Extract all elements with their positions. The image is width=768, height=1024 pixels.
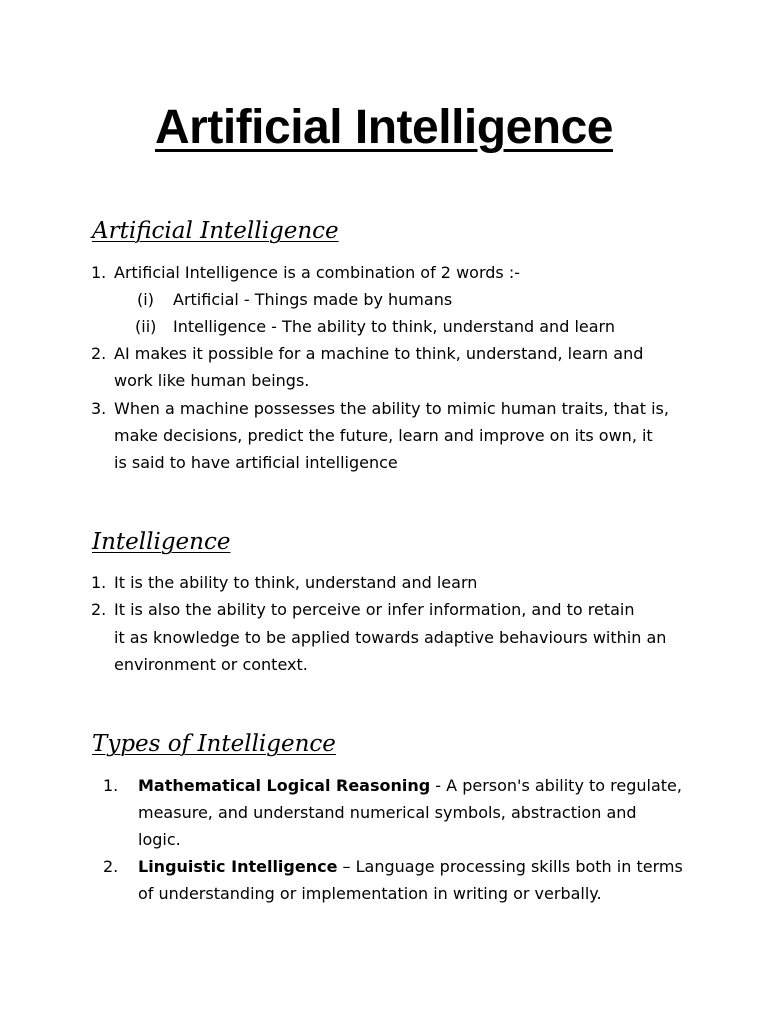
list-item-text: of understanding or implementation in writing or verbally. [138,884,602,903]
term-label: Mathematical Logical Reasoning [138,776,431,795]
term-label: Linguistic Intelligence [138,857,338,876]
list-item-text: measure, and understand numerical symbols, abstraction and [138,803,637,822]
list-number: 1. [91,263,107,282]
list-item-text: logic. [138,830,181,849]
list-number: 1. [103,776,119,795]
document-title [0,98,768,158]
list-item-text [138,772,682,799]
list-item-text: it as knowledge to be applied towards adaptive behaviours within an [114,628,667,647]
section-heading-artificial-intelligence: Artificial Intelligence [92,218,339,244]
list-item-text: When a machine possesses the ability to mimic human traits, that is, [114,399,669,418]
list-item-text: is said to have artificial intelligence [114,453,398,472]
term-description: Language processing skills both in terms [355,857,683,876]
term-separator: – [337,857,356,876]
list-item-text: It is the ability to think, understand and learn [114,573,478,592]
section-heading-types-of-intelligence: Types of Intelligence [92,731,336,757]
list-number: 1. [91,573,107,592]
list-number: 2. [91,600,107,619]
document-title-text: Artificial Intelligence [155,101,613,154]
list-item-text: AI makes it possible for a machine to think, understand, learn and [114,344,644,363]
list-item-text: work like human beings. [114,371,310,390]
sub-item-text: Intelligence - The ability to think, understand and learn [173,317,615,336]
sub-item-label: (i) [137,290,154,309]
list-item-text [138,853,683,880]
term-separator: - [430,776,447,795]
list-number: 2. [103,857,119,876]
list-item-text: It is also the ability to perceive or infer information, and to retain [114,600,635,619]
list-number: 3. [91,399,107,418]
list-number: 2. [91,344,107,363]
list-item-text: environment or context. [114,655,308,674]
term-description: A person's ability to regulate, [446,776,682,795]
list-item-text: Artificial Intelligence is a combination of 2 words :- [114,263,520,282]
sub-item-label: (ii) [135,317,157,336]
list-item [91,259,106,286]
sub-item-text: Artificial - Things made by humans [173,290,453,309]
section-heading-intelligence: Intelligence [92,529,231,555]
list-item-text: make decisions, predict the future, learn and improve on its own, it [114,426,653,445]
